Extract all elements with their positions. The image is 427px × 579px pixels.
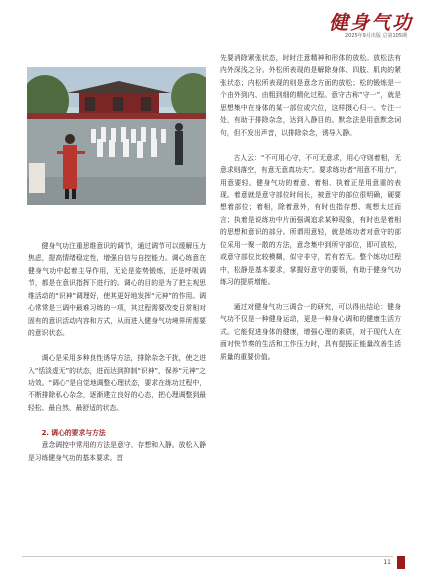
paragraph-conclusion: 通过对健身气功三调合一的研究，可以得出结论：健身气功不仅是一种健身运动，更是一种身心调和的健康生活方式。它能促进身体的健康，增强心理的素质，对于现代人在面对快节奏的生活和工作压力时，具有提振正能量改善生活质量的重要价值。: [220, 303, 401, 361]
left-text-column: [28, 240, 206, 464]
paragraph-mind-regulation: 健身气功注重思维意识的调节，通过调节可以缓解压力焦虑，提高情绪稳定性，增强自信与自控能力。调心练意在健身气功中起着主导作用，无论是姿势锻炼，还是呼吸调节，都是在意识指挥下进行的。调心的目的是为了把主观思维活动的“识神”调理好，使其更好地发挥“元神”的作用。调心常常是三调中最难习练的一项，其过程需要改变日常相对固有的意识活动内容和方式，从而进入健身气功境界所需要的意识状态。: [28, 242, 206, 338]
paragraph-induction-methods: 调心是采用多种良性诱导方法，排除杂念干扰，使之进入“恬淡虚无”的状态，进而达到抑制“识神”，保养“元神”之功效。“调心”是自觉地调整心理状态，要求在练功过程中，不断排除私心杂念，逐渐建立良好的心态，把心理调整到最轻松、最自然、最舒适的状态。: [28, 354, 206, 412]
page-corner-marker: [397, 556, 405, 569]
footer-divider: [22, 556, 393, 557]
paragraph-methods-continued: 先要消除紧张状态，时时注意精神和形体的放松。放松法有内外深浅之分。外松所表现的是解除身体、四肢、肌肉的紧张状态；内松所表现的则是意念方面的放松；松的锻炼是一个由外到内、由粗到细的精化过程。意守古称“守一”，就是思想集中在身体的某一部位或穴位，这样摄心归一。专注一处，有助于排除杂念，达到入静目的。默念法是用意默念词句，但不发出声音，以排除杂念，诱导入静。: [220, 54, 401, 137]
page-number: 11: [383, 559, 391, 566]
qigong-group-photo: [27, 67, 206, 205]
article-photo: [27, 67, 206, 205]
right-text-column: [220, 52, 401, 363]
section-heading-requirements: 2. 调心的要求与方法: [41, 428, 106, 437]
paragraph-ancient-saying: 古人云：“不可用心守，不可无意求，用心守则着相，无意求则落空，有意无意真功夫”。要求练功者“用意不用力”，用意要轻。健身气功的着意、着相、执着正是用意重的表现。着意就是意守部位时间长，被意守的部位很明确，硬要想着部位；着相，除着意外，有时也指存想、观想太过而言；执着是说练功中片面强调追求某种现象，有时也是着相的思想和意识的部分。所谓用意轻，就是练功者对意守的部位采用一聚一散的方法，意念集中到所守部位，即可放松，或意守部位比较模糊，似守非守，若有若无。整个练功过程中，松静是基本要求，掌握好意守的要领，有助于健身气功练习的提质增能。: [220, 153, 401, 287]
issue-info: 2025年9月出版 总第105期: [344, 33, 407, 39]
paragraph-methods-start: 意念调控中常用的方法是意守、存想和入静。放松入静是习练健身气功的基本要求。首: [28, 441, 206, 462]
magazine-brand-title: 健身气功: [328, 12, 413, 34]
